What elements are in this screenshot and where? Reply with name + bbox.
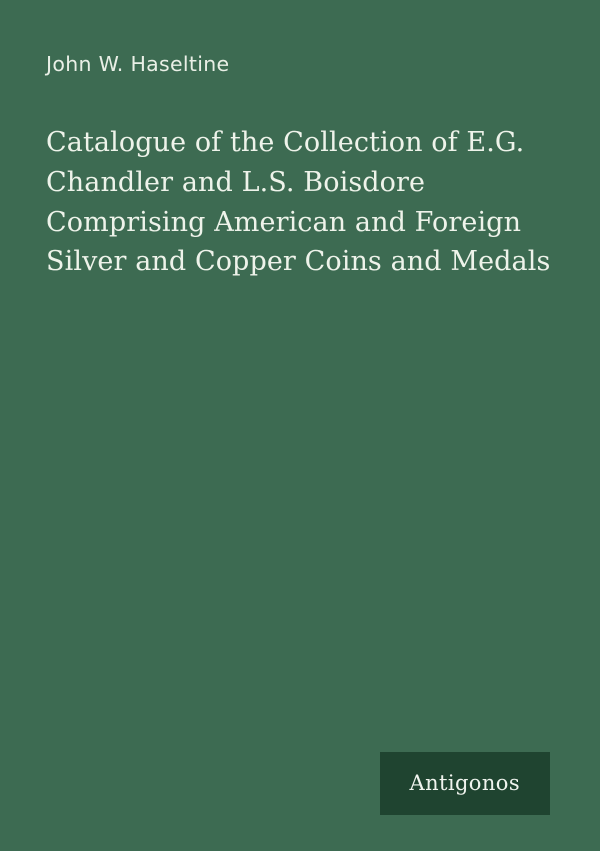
cover-spacer	[46, 300, 554, 752]
publisher-row	[46, 752, 554, 821]
book-title: Catalogue of the Collection of E.G. Chandler and L.S. Boisdore Comprising American and Foreign Silver and Copper Coins and Medals	[46, 126, 551, 278]
author-name: John W. Haseltine	[46, 52, 230, 76]
publisher-badge: Antigonos	[380, 752, 550, 815]
